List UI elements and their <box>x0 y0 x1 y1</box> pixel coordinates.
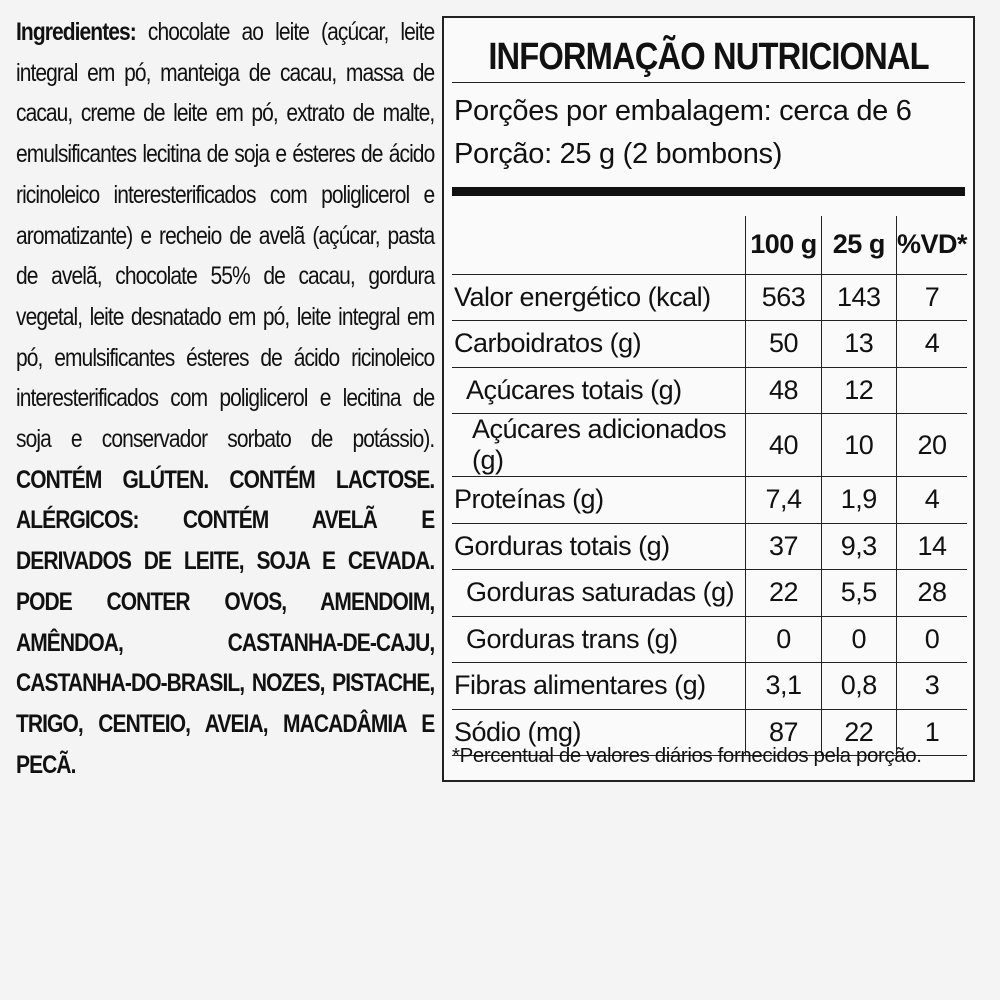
row-v100: 40 <box>746 414 821 477</box>
servings-per-package: Porções por embalagem: cerca de 6 <box>454 95 912 127</box>
row-name: Sódio (mg) <box>452 709 746 756</box>
row-v100: 22 <box>746 570 821 617</box>
thick-divider <box>452 187 965 196</box>
row-vd: 4 <box>896 321 967 368</box>
ingredients-block <box>16 12 434 785</box>
table-row <box>452 321 967 368</box>
row-vd: 0 <box>896 616 967 663</box>
table-row <box>452 274 967 321</box>
portion-size: Porção: 25 g (2 bombons) <box>454 138 783 170</box>
row-name: Fibras alimentares (g) <box>452 663 746 710</box>
row-v100: 87 <box>746 709 821 756</box>
row-v25: 0 <box>821 616 896 663</box>
header-vd: %VD* <box>896 216 967 274</box>
row-name: Gorduras saturadas (g) <box>452 570 746 617</box>
nutrition-table <box>452 216 967 756</box>
row-name: Açúcares adicionados (g) <box>452 414 746 477</box>
row-v25: 13 <box>821 321 896 368</box>
table-row <box>452 616 967 663</box>
row-name: Carboidratos (g) <box>452 321 746 368</box>
table-row <box>452 523 967 570</box>
row-vd: 7 <box>896 274 967 321</box>
table-header-row <box>452 216 967 274</box>
table-row <box>452 663 967 710</box>
row-name: Proteínas (g) <box>452 477 746 524</box>
row-name: Gorduras totais (g) <box>452 523 746 570</box>
row-vd: 14 <box>896 523 967 570</box>
row-vd: 4 <box>896 477 967 524</box>
footnote: *Percentual de valores diários fornecidos pela porção. <box>452 744 922 767</box>
header-100g: 100 g <box>746 216 821 274</box>
title-divider <box>452 82 965 83</box>
table-row <box>452 367 967 414</box>
row-vd: 28 <box>896 570 967 617</box>
row-v100: 0 <box>746 616 821 663</box>
ingredients-label: Ingredientes: <box>16 18 136 46</box>
row-v100: 50 <box>746 321 821 368</box>
header-25g: 25 g <box>821 216 896 274</box>
row-vd: 3 <box>896 663 967 710</box>
row-v25: 22 <box>821 709 896 756</box>
row-v100: 3,1 <box>746 663 821 710</box>
row-v100: 48 <box>746 367 821 414</box>
table-row <box>452 477 967 524</box>
row-vd <box>896 367 967 414</box>
header-blank <box>452 216 746 274</box>
row-v100: 37 <box>746 523 821 570</box>
row-vd: 1 <box>896 709 967 756</box>
table-row <box>452 570 967 617</box>
row-v25: 12 <box>821 367 896 414</box>
nutrition-title: INFORMAÇÃO NUTRICIONAL <box>488 36 929 78</box>
row-v25: 143 <box>821 274 896 321</box>
row-v100: 563 <box>746 274 821 321</box>
row-v25: 1,9 <box>821 477 896 524</box>
row-name: Valor energético (kcal) <box>452 274 746 321</box>
row-v25: 5,5 <box>821 570 896 617</box>
row-name: Açúcares totais (g) <box>452 367 746 414</box>
row-v100: 7,4 <box>746 477 821 524</box>
row-v25: 9,3 <box>821 523 896 570</box>
row-name: Gorduras trans (g) <box>452 616 746 663</box>
nutrition-facts-panel <box>442 16 975 782</box>
ingredients-text: chocolate ao leite (açúcar, leite integral em pó, manteiga de cacau, massa de cacau, creme de leite em pó, extrato de malte, emulsificantes lecitina de soja e ésteres de ácido ricinoleico interesterificados com poliglicerol e aromatizante) e recheio de avelã (açúcar, pasta de avelã, chocolate 55% de cacau, gordura vegetal, leite desnatado em pó, leite integral em pó, emulsificantes ésteres de ácido ricinoleico interesterificados com poliglicerol e lecitina de soja e conservador sorbato de potássio). <box>16 18 435 454</box>
row-v25: 10 <box>821 414 896 477</box>
row-vd: 20 <box>896 414 967 477</box>
table-row <box>452 414 967 477</box>
row-v25: 0,8 <box>821 663 896 710</box>
allergens-text: CONTÉM GLÚTEN. CONTÉM LACTOSE. ALÉRGICOS: CONTÉM AVELÃ E DERIVADOS DE LEITE, SOJA E CEVADA. PODE CONTER OVOS, AMENDOIM, AMÊNDOA, CASTANHA-DE-CAJU, CASTANHA-DO-BRASIL, NOZES, PISTACHE, TRIGO, CENTEIO, AVEIA, MACADÂMIA E PECÃ. <box>16 465 435 779</box>
